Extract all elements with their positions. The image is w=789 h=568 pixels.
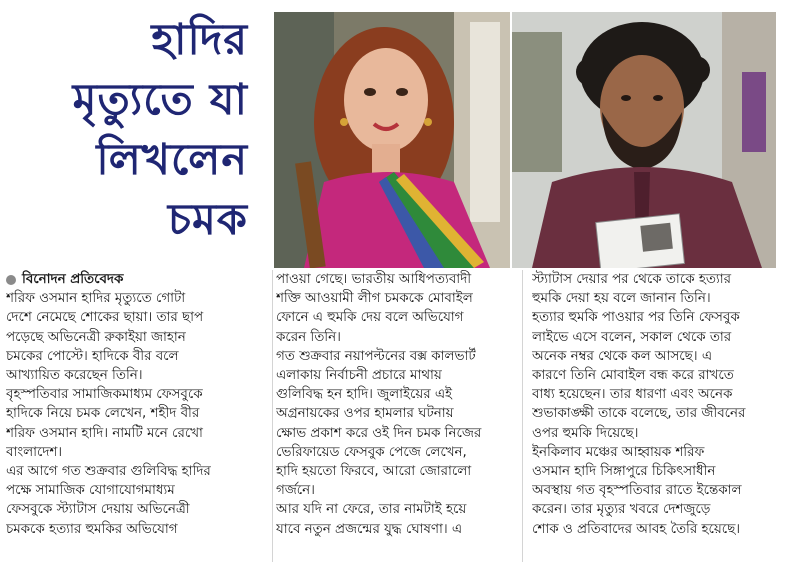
headline bbox=[8, 10, 270, 262]
bullet-icon bbox=[6, 275, 16, 285]
article-column-1 bbox=[6, 270, 268, 562]
headline-line-1: হাদির bbox=[151, 15, 248, 65]
paragraph: শরিফ ওসমান হাদির মৃত্যুতে গোটা দেশে নেমেছে শোকের ছায়া। তার ছাপ পড়েছে অভিনেত্রী রুকাইয়া জাহান চমকের পোস্টে। হাদিকে বীর বলে আখ্যায়িত করেছেন তিনি। bbox=[6, 291, 204, 384]
column-divider-2 bbox=[522, 270, 523, 562]
byline-text: বিনোদন প্রতিবেদক bbox=[22, 272, 124, 287]
paragraph: স্ট্যাটাস দেয়ার পর থেকে তাকে হত্যার হুমকি দেয়া হয় বলে জানান তিনি। bbox=[532, 272, 732, 307]
photo-woman bbox=[274, 12, 510, 268]
photo-man bbox=[512, 12, 776, 268]
paragraph: বৃহস্পতিবার সামাজিকমাধ্যম ফেসবুকে হাদিকে নিয়ে চমক লেখেন, শহীদ বীর শরিফ ওসমান হাদি। নামটি মনে রেখো বাংলাদেশ। bbox=[6, 387, 203, 460]
headline-line-3: লিখলেন bbox=[96, 135, 248, 185]
paragraph: পাওয়া গেছে। ভারতীয় আধিপত্যবাদী শক্তি আওয়ামী লীগ চমককে মোবাইল ফোনে এ হুমকি দেয় বলে অভিযোগ করেন তিনি। bbox=[276, 272, 473, 345]
paragraph: ইনকিলাব মঞ্চের আহ্বায়ক শরিফ ওসমান হাদি সিঙ্গাপুরে চিকিৎসাধীন অবস্থায় গত বৃহস্পতিবার রাতে ইন্তেকাল করেন। তার মৃত্যুর খবরে দেশজুড়ে শোক ও প্রতিবাদের আবহ তৈরি হয়েছে। bbox=[532, 444, 742, 537]
column-divider-1 bbox=[272, 270, 273, 562]
headline-line-2: মৃত্যুতে যা bbox=[72, 75, 248, 125]
man-portrait-graphic bbox=[512, 12, 776, 268]
byline bbox=[6, 270, 268, 289]
paragraph: আর যদি না ফেরে, তার নামটাই হয়ে যাবে নতুন প্রজন্মের যুদ্ধ ঘোষণা। এ bbox=[276, 502, 467, 537]
paragraph: এর আগে গত শুক্রবার গুলিবিদ্ধ হাদির পক্ষে সামাজিক যোগাযোগমাধ্যম ফেসবুকে স্ট্যাটাস দেয়ায় অভিনেত্রী চমককে হত্যার হুমকির অভিযোগ bbox=[6, 464, 211, 537]
article-column-3 bbox=[532, 270, 782, 562]
paragraph: গত শুক্রবার নয়াপল্টনের বক্স কালভার্ট এলাকায় নির্বাচনী প্রচারে মাথায় গুলিবিদ্ধ হন হাদি। জুলাইয়ের এই অগ্রনায়কের ওপর হামলার ঘটনায় ক্ষোভ প্রকাশ করে ওই দিন চমক নিজের ভেরিফায়েড ফেসবুক পেজে লেখেন, হাদি হয়তো ফিরবে, আরো জোরালো গর্জনে। bbox=[276, 348, 482, 499]
paragraph: হত্যার হুমকি পাওয়ার পর তিনি ফেসবুক লাইভে এসে বলেন, সকাল থেকে তার অনেক নম্বর থেকে কল আসছে। এ কারণে তিনি মোবাইল বন্ধ করে রাখতে বাধ্য হয়েছেন। তার ধারণা এবং অনেক শুভাকাঙ্ক্ষী তাকে বলেছে, তার জীবনের ওপর হুমকি দিয়েছে। bbox=[532, 310, 746, 441]
headline-line-4: চমক bbox=[167, 195, 248, 245]
article-column-2 bbox=[276, 270, 508, 562]
woman-portrait-graphic bbox=[274, 12, 510, 268]
